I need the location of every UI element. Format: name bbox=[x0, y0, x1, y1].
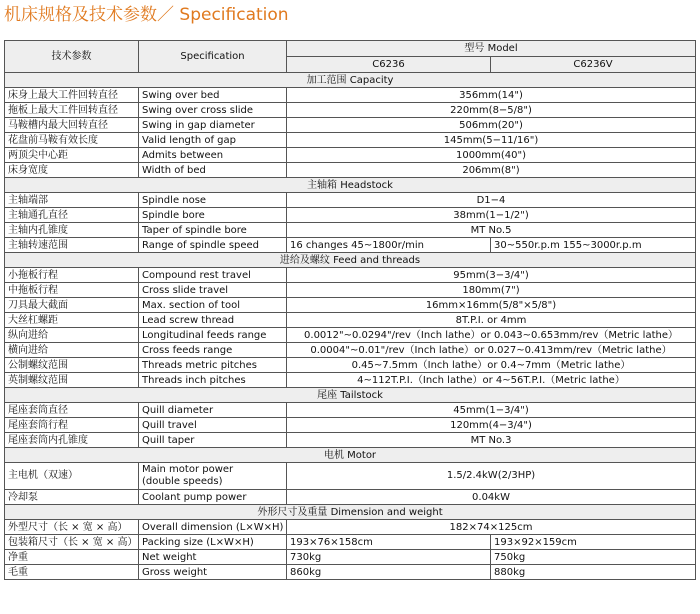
value-cell: 8T.P.I. or 4mm bbox=[287, 313, 696, 328]
value-cell-c6236: 193×76×158cm bbox=[287, 535, 491, 550]
section-header-row bbox=[5, 505, 696, 520]
value-cell: 120mm(4−3/4") bbox=[287, 418, 696, 433]
param-en-cell: Quill travel bbox=[139, 418, 287, 433]
param-en-cell: Overall dimension (L×W×H) bbox=[139, 520, 287, 535]
param-cn-cell: 主轴转速范围 bbox=[5, 238, 139, 253]
section-header-row bbox=[5, 178, 696, 193]
value-cell: 145mm(5−11/16") bbox=[287, 133, 696, 148]
param-cn-cell: 外型尺寸（长 × 宽 × 高） bbox=[5, 520, 139, 535]
param-en-cell: Spindle bore bbox=[139, 208, 287, 223]
section-title: 尾座 Tailstock bbox=[5, 388, 696, 403]
param-en-cell: Range of spindle speed bbox=[139, 238, 287, 253]
param-en-cell: Packing size (L×W×H) bbox=[139, 535, 287, 550]
value-cell-c6236: 16 changes 45~1800r/min bbox=[287, 238, 491, 253]
param-en-line-2: (double speeds) bbox=[142, 476, 223, 487]
param-en-cell: Lead screw thread bbox=[139, 313, 287, 328]
param-cn-cell: 花盘前马鞍有效长度 bbox=[5, 133, 139, 148]
param-en-cell: Width of bed bbox=[139, 163, 287, 178]
param-cn-cell: 包装箱尺寸（长 × 宽 × 高） bbox=[5, 535, 139, 550]
param-cn-cell: 主电机（双速） bbox=[5, 463, 139, 490]
value-cell: 0.45~7.5mm（Inch lathe）or 0.4~7mm（Metric lathe） bbox=[287, 358, 696, 373]
param-cn-cell: 尾座套筒内孔锥度 bbox=[5, 433, 139, 448]
param-en-cell: Admits between bbox=[139, 148, 287, 163]
table-row bbox=[5, 298, 696, 313]
header-model-a: C6236 bbox=[287, 57, 491, 73]
param-en-cell: Net weight bbox=[139, 550, 287, 565]
param-cn-cell: 横向进给 bbox=[5, 343, 139, 358]
value-cell: 182×74×125cm bbox=[287, 520, 696, 535]
param-cn-cell: 刀具最大截面 bbox=[5, 298, 139, 313]
param-cn-cell: 拖板上最大工件回转直径 bbox=[5, 103, 139, 118]
value-cell: 506mm(20") bbox=[287, 118, 696, 133]
section-title: 加工范围 Capacity bbox=[5, 73, 696, 88]
param-en-cell: Threads metric pitches bbox=[139, 358, 287, 373]
param-en-cell: Swing over cross slide bbox=[139, 103, 287, 118]
value-cell: 356mm(14") bbox=[287, 88, 696, 103]
table-row bbox=[5, 103, 696, 118]
table-row bbox=[5, 208, 696, 223]
value-cell: MT No.3 bbox=[287, 433, 696, 448]
param-en-cell: Cross slide travel bbox=[139, 283, 287, 298]
param-en-cell: Max. section of tool bbox=[139, 298, 287, 313]
value-cell-c6236: 860kg bbox=[287, 565, 491, 580]
section-title: 主轴箱 Headstock bbox=[5, 178, 696, 193]
param-cn-cell: 毛重 bbox=[5, 565, 139, 580]
header-model-cell: 型号 Model bbox=[287, 41, 696, 57]
table-row bbox=[5, 223, 696, 238]
param-en-cell: Spindle nose bbox=[139, 193, 287, 208]
table-row bbox=[5, 88, 696, 103]
table-row bbox=[5, 343, 696, 358]
table-row bbox=[5, 373, 696, 388]
table-row bbox=[5, 565, 696, 580]
value-cell: 95mm(3−3/4") bbox=[287, 268, 696, 283]
spec-table-body bbox=[5, 41, 696, 580]
value-cell: 16mm×16mm(5/8"×5/8") bbox=[287, 298, 696, 313]
table-row bbox=[5, 148, 696, 163]
value-cell: 4~112T.P.I.（Inch lathe）or 4~56T.P.I.（Metric lathe） bbox=[287, 373, 696, 388]
section-title: 进给及螺纹 Feed and threads bbox=[5, 253, 696, 268]
param-cn-cell: 净重 bbox=[5, 550, 139, 565]
param-cn-cell: 马鞍槽内最大回转直径 bbox=[5, 118, 139, 133]
section-header-row bbox=[5, 388, 696, 403]
param-en-cell: Quill taper bbox=[139, 433, 287, 448]
header-model-b: C6236V bbox=[491, 57, 696, 73]
param-cn-cell: 主轴通孔直径 bbox=[5, 208, 139, 223]
value-cell: 206mm(8") bbox=[287, 163, 696, 178]
header-spec-cell: Specification bbox=[139, 41, 287, 73]
param-cn-cell: 床身宽度 bbox=[5, 163, 139, 178]
page-title: 机床规格及技术参数／ Specification bbox=[4, 5, 289, 25]
section-header-row bbox=[5, 253, 696, 268]
table-row bbox=[5, 463, 696, 490]
table-row bbox=[5, 520, 696, 535]
section-header-row bbox=[5, 73, 696, 88]
param-cn-cell: 冷却泵 bbox=[5, 490, 139, 505]
param-cn-cell: 两顶尖中心距 bbox=[5, 148, 139, 163]
spec-table bbox=[4, 40, 696, 580]
value-cell: 45mm(1−3/4") bbox=[287, 403, 696, 418]
table-row bbox=[5, 358, 696, 373]
param-en-line: Main motor power bbox=[142, 464, 234, 475]
param-cn-cell: 尾座套筒直径 bbox=[5, 403, 139, 418]
param-en-cell: Gross weight bbox=[139, 565, 287, 580]
value-cell: 38mm(1−1/2") bbox=[287, 208, 696, 223]
table-row bbox=[5, 133, 696, 148]
param-cn-cell: 纵向进给 bbox=[5, 328, 139, 343]
value-cell-c6236: 730kg bbox=[287, 550, 491, 565]
value-cell-c6236v: 750kg bbox=[491, 550, 696, 565]
param-en-cell: Valid length of gap bbox=[139, 133, 287, 148]
param-en-cell: Compound rest travel bbox=[139, 268, 287, 283]
value-cell: 0.0004"~0.01"/rev（Inch lathe）or 0.027~0.413mm/rev（Metric lathe） bbox=[287, 343, 696, 358]
param-en-cell: Swing over bed bbox=[139, 88, 287, 103]
value-cell-c6236v: 30~550r.p.m 155~3000r.p.m bbox=[491, 238, 696, 253]
param-cn-cell: 公制螺纹范围 bbox=[5, 358, 139, 373]
table-row bbox=[5, 193, 696, 208]
table-row bbox=[5, 283, 696, 298]
value-cell: 220mm(8−5/8") bbox=[287, 103, 696, 118]
param-en-cell: Coolant pump power bbox=[139, 490, 287, 505]
param-en-cell: Threads inch pitches bbox=[139, 373, 287, 388]
table-row bbox=[5, 313, 696, 328]
section-header-row bbox=[5, 448, 696, 463]
param-cn-cell: 小拖板行程 bbox=[5, 268, 139, 283]
value-cell: 180mm(7") bbox=[287, 283, 696, 298]
param-en-cell: Taper of spindle bore bbox=[139, 223, 287, 238]
table-row bbox=[5, 328, 696, 343]
table-row bbox=[5, 535, 696, 550]
param-cn-cell: 英制螺纹范围 bbox=[5, 373, 139, 388]
table-row bbox=[5, 238, 696, 253]
param-cn-cell: 主轴内孔锥度 bbox=[5, 223, 139, 238]
param-cn-cell: 主轴端部 bbox=[5, 193, 139, 208]
param-en-cell: Quill diameter bbox=[139, 403, 287, 418]
param-cn-cell: 大丝杠螺距 bbox=[5, 313, 139, 328]
value-cell: 0.04kW bbox=[287, 490, 696, 505]
param-cn-cell: 中拖板行程 bbox=[5, 283, 139, 298]
table-row bbox=[5, 163, 696, 178]
table-row bbox=[5, 418, 696, 433]
section-title: 电机 Motor bbox=[5, 448, 696, 463]
value-cell: MT No.5 bbox=[287, 223, 696, 238]
section-title: 外形尺寸及重量 Dimension and weight bbox=[5, 505, 696, 520]
table-row bbox=[5, 433, 696, 448]
table-row bbox=[5, 490, 696, 505]
param-cn-cell: 床身上最大工件回转直径 bbox=[5, 88, 139, 103]
param-en-cell: Longitudinal feeds range bbox=[139, 328, 287, 343]
table-row bbox=[5, 550, 696, 565]
value-cell-c6236v: 193×92×159cm bbox=[491, 535, 696, 550]
table-row bbox=[5, 118, 696, 133]
param-cn-cell: 尾座套筒行程 bbox=[5, 418, 139, 433]
param-en-cell: Cross feeds range bbox=[139, 343, 287, 358]
value-cell: 1000mm(40") bbox=[287, 148, 696, 163]
value-cell: 1.5/2.4kW(2/3HP) bbox=[287, 463, 696, 490]
header-param-cell: 技术参数 bbox=[5, 41, 139, 73]
table-row bbox=[5, 268, 696, 283]
value-cell-c6236v: 880kg bbox=[491, 565, 696, 580]
value-cell: D1−4 bbox=[287, 193, 696, 208]
value-cell: 0.0012"~0.0294"/rev（Inch lathe）or 0.043~0.653mm/rev（Metric lathe） bbox=[287, 328, 696, 343]
table-row bbox=[5, 403, 696, 418]
header-row bbox=[5, 41, 696, 57]
param-en-cell: Swing in gap diameter bbox=[139, 118, 287, 133]
param-en-cell bbox=[139, 463, 287, 490]
